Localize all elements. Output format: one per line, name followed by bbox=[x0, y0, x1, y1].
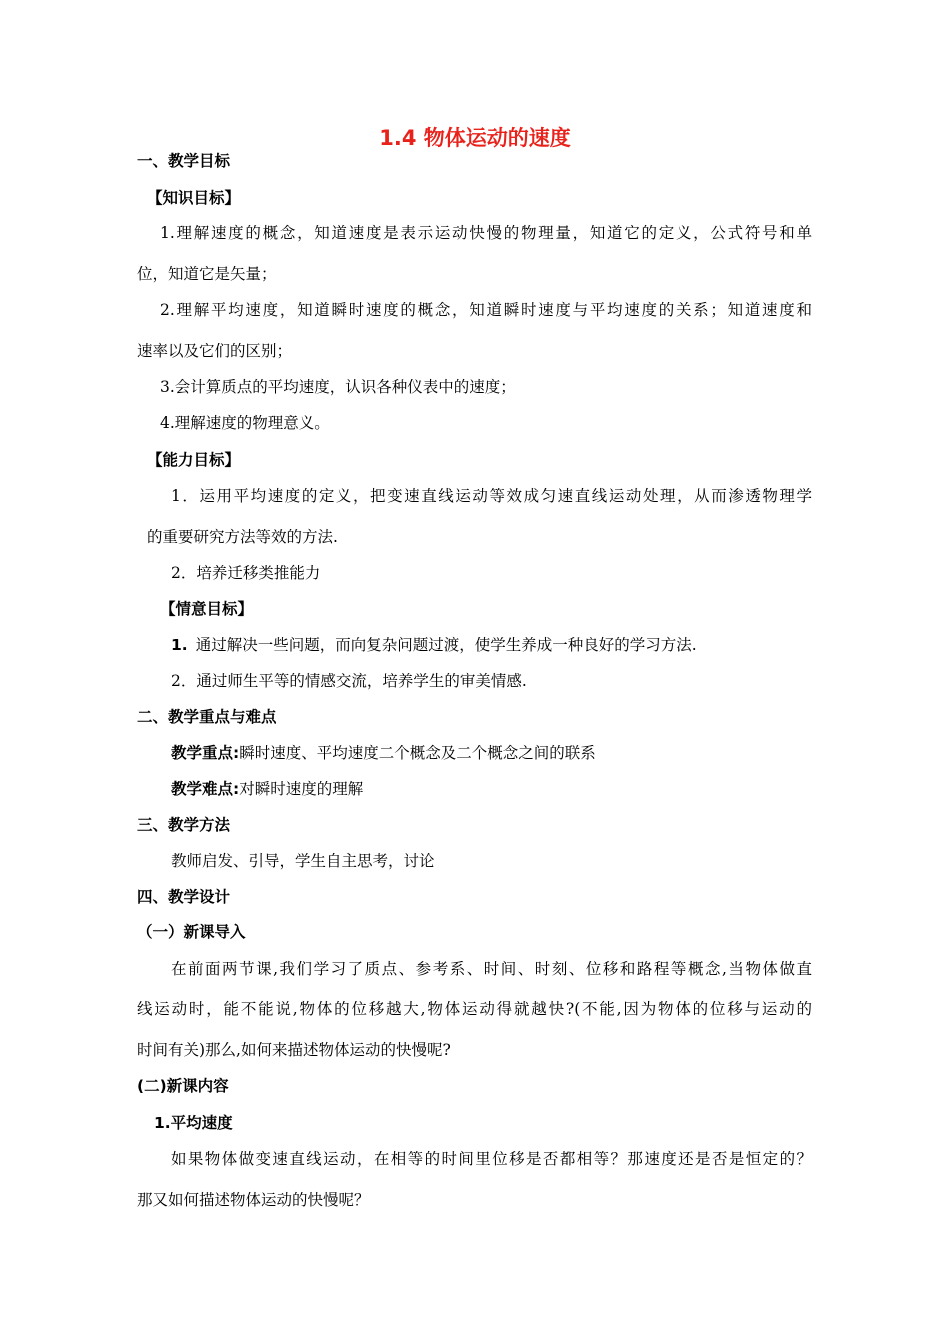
difficulty-text: 对瞬时速度的理解 bbox=[239, 780, 364, 798]
knowledge-item-1-line-2: 位，知道它是矢量； bbox=[137, 265, 277, 283]
average-velocity-heading: 1.平均速度 bbox=[154, 1114, 233, 1132]
intro-line-3: 时间有关)那么,如何来描述物体运动的快慢呢? bbox=[137, 1041, 451, 1059]
intro-text-a: 在前面两节课,我们学习了质点、参考系、时间、时刻、位移和路程等概念,当物体做直 bbox=[171, 960, 812, 978]
knowledge-item-2-line-2: 速率以及它们的区别； bbox=[137, 342, 293, 360]
knowledge-item-3: 3.会计算质点的平均速度，认识各种仪表中的速度； bbox=[160, 378, 516, 396]
key-point-label: 教学重点: bbox=[171, 744, 240, 762]
ability-item-2: 2．培养迁移类推能力 bbox=[171, 564, 321, 582]
teaching-difficulty bbox=[171, 778, 363, 800]
subsection-new-lesson-intro: （一）新课导入 bbox=[137, 923, 246, 941]
intro-line-2 bbox=[137, 998, 812, 1020]
knowledge-goals-heading: 【知识目标】 bbox=[147, 189, 241, 207]
average-velocity-line-1 bbox=[171, 1148, 812, 1170]
teaching-method-text: 教师启发、引导，学生自主思考，讨论 bbox=[171, 852, 435, 870]
section-heading-4: 四、教学设计 bbox=[137, 888, 231, 906]
page-title: 1.4 物体运动的速度 bbox=[379, 126, 571, 150]
ability-item-1-line-2: 的重要研究方法等效的方法. bbox=[147, 528, 338, 546]
knowledge-item-4: 4.理解速度的物理意义。 bbox=[160, 414, 330, 432]
ability-item-1-text-a: 1．运用平均速度的定义，把变速直线运动等效成匀速直线运动处理，从而渗透物理学 bbox=[171, 487, 812, 505]
ability-item-1-line-1 bbox=[171, 485, 812, 507]
subsection-new-lesson-content: (二)新课内容 bbox=[137, 1077, 229, 1095]
key-point-text: 瞬时速度、平均速度二个概念及二个概念之间的联系 bbox=[239, 744, 596, 762]
intro-text-b: 线运动时，能不能说,物体的位移越大,物体运动得就越快?(不能,因为物体的位移与运动的 bbox=[137, 1000, 812, 1018]
ability-goals-heading: 【能力目标】 bbox=[147, 451, 241, 469]
knowledge-item-2-text-a: 2.理解平均速度，知道瞬时速度的概念，知道瞬时速度与平均速度的关系；知道速度和 bbox=[160, 301, 812, 319]
average-velocity-text-a: 如果物体做变速直线运动，在相等的时间里位移是否都相等？那速度还是否是恒定的？ bbox=[171, 1150, 812, 1168]
knowledge-item-2-line-1 bbox=[160, 299, 812, 321]
knowledge-item-1-line-1 bbox=[160, 222, 812, 244]
knowledge-item-1-text-a: 1.理解速度的概念，知道速度是表示运动快慢的物理量，知道它的定义，公式符号和单 bbox=[160, 224, 812, 242]
intro-line-1 bbox=[171, 958, 812, 980]
section-heading-2: 二、教学重点与难点 bbox=[137, 708, 277, 726]
emotion-item-1-text: 通过解决一些问题，而向复杂问题过渡，使学生养成一种良好的学习方法. bbox=[195, 636, 697, 654]
section-heading-3: 三、教学方法 bbox=[137, 816, 231, 834]
teaching-key-point bbox=[171, 742, 596, 764]
section-heading-1: 一、教学目标 bbox=[137, 152, 231, 170]
difficulty-label: 教学难点: bbox=[171, 780, 240, 798]
emotion-item-1 bbox=[171, 634, 697, 656]
emotion-item-1-number: 1. bbox=[171, 636, 188, 654]
emotion-goals-heading: 【情意目标】 bbox=[160, 600, 254, 618]
average-velocity-line-2: 那又如何描述物体运动的快慢呢？ bbox=[137, 1191, 370, 1209]
emotion-item-2: 2．通过师生平等的情感交流，培养学生的审美情感. bbox=[171, 672, 527, 690]
